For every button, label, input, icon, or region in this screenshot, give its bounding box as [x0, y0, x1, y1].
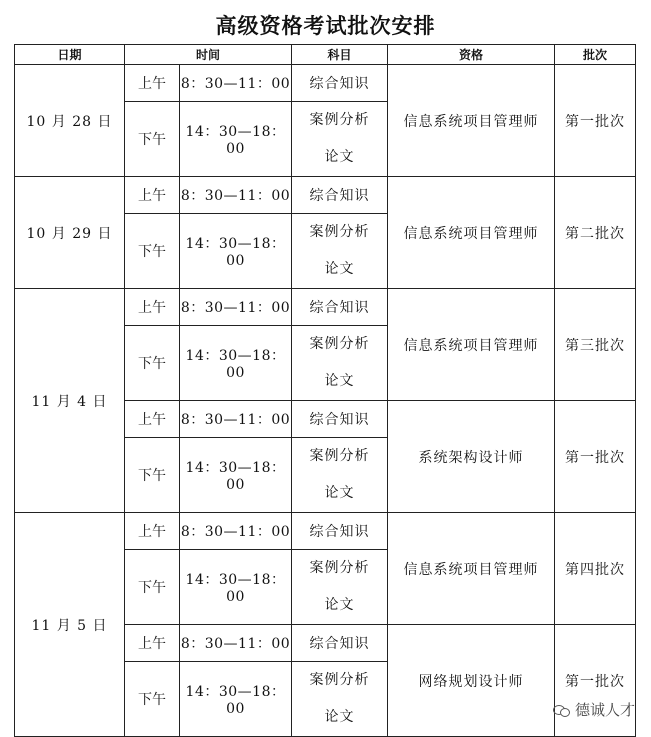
half-day-cell: 上午: [125, 401, 180, 438]
time-cell: 14：30—18：00: [180, 662, 292, 737]
batch-cell: 第二批次: [555, 177, 636, 289]
subject-cell: [292, 438, 388, 513]
subject-line: 论文: [324, 149, 355, 165]
header-date: 日期: [15, 45, 125, 65]
half-day-cell: 下午: [125, 438, 180, 513]
half-day-cell: 下午: [125, 662, 180, 737]
time-cell: 8：30—11：00: [180, 513, 292, 550]
subject-cell: [292, 214, 388, 289]
subject-line: 案例分析: [309, 672, 370, 688]
subject-cell: [292, 326, 388, 401]
time-cell: 14：30—18：00: [180, 326, 292, 401]
half-day-cell: 上午: [125, 625, 180, 662]
batch-cell: 第三批次: [555, 289, 636, 401]
half-day-cell: 下午: [125, 550, 180, 625]
subject-line: 论文: [324, 261, 355, 277]
header-subject: 科目: [292, 45, 388, 65]
watermark-text: 德诚人才: [574, 701, 635, 719]
half-day-cell: 上午: [125, 289, 180, 326]
table-row: [15, 513, 636, 550]
subject-line: 案例分析: [309, 224, 370, 240]
time-cell: 14：30—18：00: [180, 438, 292, 513]
time-cell: 8：30—11：00: [180, 625, 292, 662]
half-day-cell: 上午: [125, 65, 180, 102]
subject-cell: 综合知识: [292, 65, 388, 102]
subject-line: 论文: [324, 709, 355, 725]
header-batch: 批次: [555, 45, 636, 65]
half-day-cell: 上午: [125, 177, 180, 214]
time-cell: 14：30—18：00: [180, 550, 292, 625]
subject-line: 案例分析: [309, 560, 370, 576]
table-row: [15, 289, 636, 326]
table-row: [15, 177, 636, 214]
header-qualification: 资格: [388, 45, 555, 65]
subject-line: 案例分析: [309, 448, 370, 464]
batch-cell: 第四批次: [555, 513, 636, 625]
page-title: 高级资格考试批次安排: [215, 13, 436, 38]
subject-line: 案例分析: [309, 112, 370, 128]
subject-cell: 综合知识: [292, 513, 388, 550]
half-day-cell: 上午: [125, 513, 180, 550]
table-row: [15, 65, 636, 102]
time-cell: 8：30—11：00: [180, 401, 292, 438]
time-cell: 8：30—11：00: [180, 65, 292, 102]
subject-cell: 综合知识: [292, 401, 388, 438]
half-day-cell: 下午: [125, 102, 180, 177]
subject-cell: [292, 550, 388, 625]
batch-cell: 第一批次: [555, 625, 636, 737]
time-cell: 14：30—18：00: [180, 102, 292, 177]
date-cell: 10 月 29 日: [15, 177, 125, 289]
half-day-cell: 下午: [125, 214, 180, 289]
subject-cell: 综合知识: [292, 625, 388, 662]
half-day-cell: 下午: [125, 326, 180, 401]
batch-cell: 第一批次: [555, 401, 636, 513]
header-row: [15, 45, 636, 65]
qualification-cell: 信息系统项目管理师: [388, 513, 555, 625]
watermark: [553, 699, 635, 720]
qualification-cell: 网络规划设计师: [388, 625, 555, 737]
subject-cell: [292, 102, 388, 177]
subject-cell: 综合知识: [292, 289, 388, 326]
time-cell: 8：30—11：00: [180, 177, 292, 214]
qualification-cell: 信息系统项目管理师: [388, 289, 555, 401]
qualification-cell: 系统架构设计师: [388, 401, 555, 513]
qualification-cell: 信息系统项目管理师: [388, 177, 555, 289]
subject-cell: 综合知识: [292, 177, 388, 214]
subject-cell: [292, 662, 388, 737]
subject-line: 论文: [324, 597, 355, 613]
qualification-cell: 信息系统项目管理师: [388, 65, 555, 177]
schedule-table: [14, 44, 636, 737]
date-cell: 11 月 5 日: [15, 513, 125, 737]
subject-line: 论文: [324, 485, 355, 501]
date-cell: 11 月 4 日: [15, 289, 125, 513]
header-time: 时间: [125, 45, 292, 65]
subject-line: 案例分析: [309, 336, 370, 352]
time-cell: 8：30—11：00: [180, 289, 292, 326]
time-cell: 14：30—18：00: [180, 214, 292, 289]
subject-line: 论文: [324, 373, 355, 389]
date-cell: 10 月 28 日: [15, 65, 125, 177]
batch-cell: 第一批次: [555, 65, 636, 177]
wechat-icon: [553, 703, 571, 717]
